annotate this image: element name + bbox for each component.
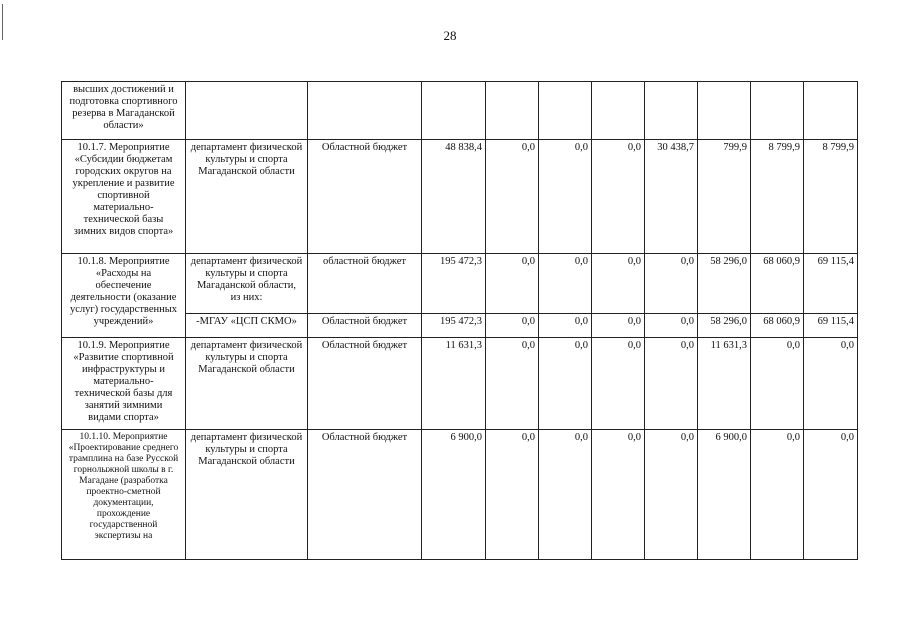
amount-cell: 8 799,9 [804,140,858,254]
amount-cell [486,82,539,140]
table-row [62,338,858,430]
amount-cell: 30 438,7 [645,140,698,254]
amount-cell: 68 060,9 [751,314,804,338]
amount-cell: 11 631,3 [698,338,751,430]
amount-cell [751,82,804,140]
amount-cell [698,82,751,140]
measure-heading: 10.1.7. Мероприятие [77,142,170,153]
amount-cell: 0,0 [751,430,804,560]
executor-text: департамент физической культуры и спорта Магаданской области [190,142,303,177]
table-row [62,140,858,254]
amount-cell: 799,9 [698,140,751,254]
amount-cell: 0,0 [539,254,592,314]
funding-source-cell: Областной бюджет [308,140,422,254]
amount-cell: 6 900,0 [422,430,486,560]
executor-cell [186,254,308,314]
amount-cell: 58 296,0 [698,314,751,338]
table-body [62,82,858,560]
budget-table [61,81,858,560]
amount-cell: 0,0 [645,430,698,560]
executor-cell [186,82,308,140]
amount-cell: 195 472,3 [422,254,486,314]
funding-source-cell: Областной бюджет [308,338,422,430]
amount-cell: 0,0 [539,140,592,254]
executor-text: -МГАУ «ЦСП СКМО» [196,316,297,327]
table-row [62,430,858,560]
amount-cell: 6 900,0 [698,430,751,560]
amount-cell: 0,0 [645,314,698,338]
amount-cell [422,82,486,140]
amount-cell: 68 060,9 [751,254,804,314]
funding-source-cell [308,82,422,140]
table-row [62,254,858,314]
measure-text: «Проектирование среднего трамплина на базе Русской горнолыжной школы в г. Магадане (разработка проектно-сметной документации, прохождение государственной экспертизы на [68,443,179,541]
amount-cell: 8 799,9 [751,140,804,254]
amount-cell [592,82,645,140]
amount-cell: 0,0 [592,338,645,430]
amount-cell: 0,0 [539,314,592,338]
amount-cell: 0,0 [486,314,539,338]
funding-source-cell: областной бюджет [308,254,422,314]
measure-cell [62,338,186,430]
executor-text: департамент физической культуры и спорта Магаданской области [190,432,303,467]
executor-text: департамент физической культуры и спорта Магаданской области, из них: [190,256,303,303]
executor-cell [186,338,308,430]
amount-cell: 0,0 [539,430,592,560]
amount-cell: 0,0 [592,140,645,254]
amount-cell [539,82,592,140]
amount-cell: 0,0 [592,254,645,314]
amount-cell: 11 631,3 [422,338,486,430]
executor-cell [186,140,308,254]
measure-text: «Расходы на обеспечение деятельности (оказание услуг) государственных учреждений» [69,268,178,327]
executor-cell [186,430,308,560]
funding-source-cell: Областной бюджет [308,430,422,560]
measure-heading: 10.1.8. Мероприятие [77,256,170,267]
measure-cell [62,254,186,338]
amount-cell: 48 838,4 [422,140,486,254]
page-number: 28 [443,28,457,43]
amount-cell: 0,0 [804,338,858,430]
measure-text: высших достижений и подготовка спортивного резерва в Магаданской области» [69,84,178,131]
measure-cell [62,82,186,140]
measure-heading: 10.1.10. Мероприятие [79,432,168,442]
executor-text: департамент физической культуры и спорта Магаданской области [190,340,303,375]
amount-cell: 0,0 [592,430,645,560]
measure-cell [62,430,186,560]
executor-cell [186,314,308,338]
measure-heading: 10.1.9. Мероприятие [77,340,170,351]
measure-text: «Субсидии бюджетам городских округов на укрепление и развитие спортивной материально- технической базы зимних видов спорта» [72,154,175,237]
measure-cell [62,140,186,254]
amount-cell: 0,0 [486,430,539,560]
amount-cell: 0,0 [592,314,645,338]
measure-text: «Развитие спортивной инфраструктуры и материально- технической базы для занятий зимними видами спорта» [73,352,174,423]
amount-cell: 0,0 [539,338,592,430]
amount-cell: 0,0 [645,338,698,430]
amount-cell [804,82,858,140]
amount-cell: 0,0 [486,140,539,254]
amount-cell: 69 115,4 [804,314,858,338]
amount-cell: 0,0 [645,254,698,314]
amount-cell: 58 296,0 [698,254,751,314]
amount-cell: 0,0 [804,430,858,560]
amount-cell: 0,0 [486,338,539,430]
table-row [62,82,858,140]
amount-cell: 195 472,3 [422,314,486,338]
amount-cell: 0,0 [486,254,539,314]
amount-cell [645,82,698,140]
amount-cell: 69 115,4 [804,254,858,314]
amount-cell: 0,0 [751,338,804,430]
funding-source-cell: Областной бюджет [308,314,422,338]
